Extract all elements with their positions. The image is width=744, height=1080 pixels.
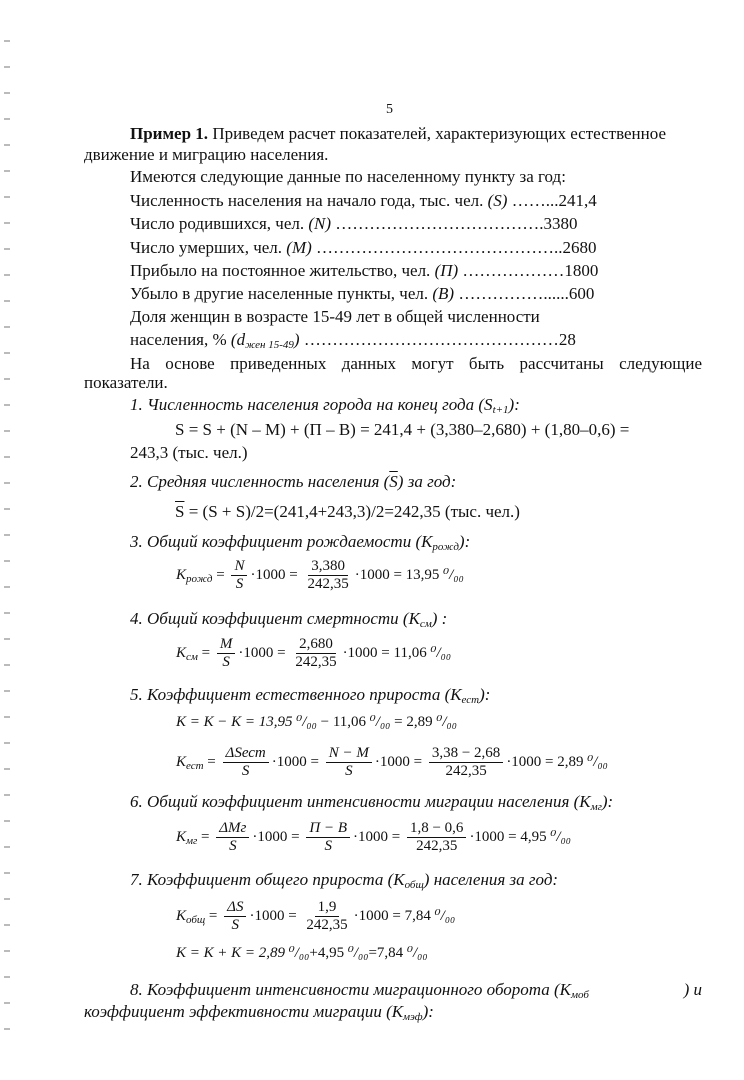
- coef-subscript: рожд: [185, 572, 213, 585]
- fraction: [231, 558, 247, 593]
- section-title-subscript: мг: [590, 801, 602, 813]
- women-share-value: 28: [558, 330, 576, 349]
- women-share-leader: ………………………………………: [299, 330, 559, 349]
- page-number: 5: [386, 102, 393, 117]
- fraction-den: S: [345, 763, 353, 779]
- coef-symbol: К: [176, 644, 186, 661]
- fraction: [407, 820, 466, 855]
- women-share-line-2: [130, 330, 576, 355]
- women-share-line-1: Доля женщин в возрасте 15-49 лет в общей численности: [130, 307, 540, 326]
- fraction-den: 242,35: [295, 654, 337, 670]
- permille-unit: ⁰/₀₀: [550, 828, 572, 845]
- data-item-symbol: (M): [286, 238, 312, 257]
- section-8-text: коэффициент эффективности миграции (К: [84, 1002, 404, 1021]
- section-8-subscript: мэф: [403, 1011, 423, 1023]
- section-8-text: 8. Коэффициент интенсивности миграционного оборота (К: [130, 980, 571, 999]
- fraction-den: 242,35: [306, 917, 348, 933]
- section-title-close: ):: [508, 395, 520, 414]
- formula-result: ·1000 = 2,89: [506, 753, 588, 770]
- section-title-text: 4. Общий коэффициент смертности (К: [130, 609, 420, 628]
- section-title: [130, 870, 558, 895]
- fraction-num: 3,380: [308, 558, 348, 576]
- intro-line-2: движение и миграцию населения.: [84, 145, 329, 164]
- section-title-close: ):: [601, 792, 614, 811]
- fraction: [306, 820, 350, 855]
- formula-op: ·1000 =: [353, 828, 401, 845]
- fraction: [216, 820, 249, 855]
- section-title-subscript: t+1: [492, 404, 509, 416]
- formula-7b-text: К = К + К = 2,89: [176, 945, 289, 961]
- permille-unit: ⁰/₀₀: [296, 714, 317, 730]
- section-title: [130, 609, 447, 634]
- section-8-line-2: [84, 1002, 434, 1027]
- section-title-text: 7. Коэффициент общего прироста (К: [130, 870, 405, 889]
- formula-5a: [176, 712, 457, 732]
- coef-subscript: ест: [185, 759, 204, 772]
- formula-op: ·1000 =: [252, 828, 300, 845]
- data-item-value: 241,4: [558, 191, 597, 210]
- women-share-subscript: жен 15-49: [245, 339, 294, 351]
- formula-7a: $К_{общ}$ = $\frac{\Delta S}{S}$ ·1000 = $\frac{1,9}{242,35}$ ·1000 = 7,84 ⁰/₀₀: [176, 899, 456, 933]
- formula-7b: [176, 943, 428, 963]
- fraction-den: S: [222, 654, 230, 670]
- fraction-den: 242,35: [307, 576, 349, 592]
- formula-4: $К_{см}$ = $\frac{M}{S}$ ·1000 = $\frac{2,680}{242,35}$ ·1000 = 11,06 ⁰/₀₀: [176, 636, 452, 670]
- formula-op: ·1000 =: [250, 566, 298, 583]
- section-title-subscript: общ: [404, 879, 424, 891]
- section-title-subscript: см: [419, 618, 432, 630]
- data-item-symbol: (S): [487, 191, 508, 210]
- example-lead: Пример 1.: [130, 124, 209, 143]
- fraction-num: M: [217, 636, 236, 654]
- formula-5a-mid: − 11,06: [316, 714, 370, 730]
- data-item-symbol: (В): [432, 284, 455, 303]
- data-item: [130, 261, 598, 281]
- data-item-label: Прибыло на постоянное жительство, чел.: [130, 261, 435, 280]
- data-item-symbol: (N): [308, 214, 332, 233]
- section-title-text: 5. Коэффициент естественного прироста (К: [130, 685, 462, 704]
- data-item: [130, 191, 597, 211]
- fraction-num: 2,680: [296, 636, 336, 654]
- permille-unit: ⁰/₀₀: [430, 644, 452, 661]
- data-item-value: 1800: [564, 261, 599, 280]
- data-item-value: 3380: [543, 214, 578, 233]
- section-8-end: ):: [422, 1002, 434, 1021]
- fraction: [292, 636, 339, 671]
- data-item-leader: ……………......: [454, 284, 569, 303]
- section-title-close: ) населения за год:: [423, 870, 559, 889]
- fraction: [303, 899, 350, 934]
- data-item-leader: ……...: [507, 191, 559, 210]
- section-title-close: ):: [479, 685, 491, 704]
- fraction-num: ΔSест: [223, 745, 269, 763]
- fraction: [304, 558, 351, 593]
- section-title-symbol: $\overline{S}$: [389, 472, 398, 491]
- data-item-label: Убыло в другие населенные пункты, чел.: [130, 284, 433, 303]
- section-8-end: ) и: [683, 980, 702, 999]
- data-item-value: 600: [568, 284, 595, 303]
- formula-7b-mid: +4,95: [309, 945, 348, 961]
- section-title-text: 6. Общий коэффициент интенсивности миграции населения (К: [130, 792, 591, 811]
- formula-2: [175, 502, 520, 522]
- coef-subscript: общ: [185, 913, 206, 926]
- formula-1-line-2: 243,3 (тыс. чел.): [130, 443, 248, 462]
- formula-1-line-1: S = S + (N – M) + (П – В) = 241,4 + (3,380–2,680) + (1,80–0,6) =: [175, 420, 630, 439]
- permille-unit: ⁰/₀₀: [369, 714, 391, 730]
- coef-symbol: К: [176, 907, 186, 924]
- section-title-subscript: ест: [461, 694, 480, 706]
- basis-line-2: показатели.: [84, 373, 168, 392]
- data-item: [130, 284, 594, 304]
- formula-op: ·1000 =: [271, 753, 319, 770]
- section-title-text: 1. Численность населения города на конец года (S: [130, 395, 493, 414]
- formula-op: ·1000 =: [238, 644, 286, 661]
- coef-symbol: К: [176, 828, 186, 845]
- permille-unit: ⁰/₀₀: [434, 907, 456, 924]
- section-title: [130, 532, 470, 557]
- coef-symbol: К: [176, 566, 186, 583]
- section-title-close: ) за год:: [397, 472, 457, 491]
- data-item-label: Число родившихся, чел.: [130, 214, 309, 233]
- fraction: [429, 745, 503, 780]
- section-title-text: 2. Средняя численность населения (: [130, 472, 390, 491]
- data-item-leader: ……………………………………..: [311, 238, 563, 257]
- women-share-symbol: (d: [230, 330, 246, 349]
- intro-line-1: [130, 124, 666, 144]
- section-title: [130, 792, 613, 817]
- intro-line-3: Имеются следующие данные по населенному пункту за год:: [130, 167, 566, 186]
- section-title: [130, 395, 520, 420]
- section-title-close: ):: [458, 532, 471, 551]
- fraction: [224, 899, 246, 934]
- data-item: [130, 214, 578, 234]
- fraction-num: N: [231, 558, 247, 576]
- fraction-den: S: [324, 838, 332, 854]
- fraction: [326, 745, 372, 780]
- permille-unit: ⁰/₀₀: [347, 945, 369, 961]
- coef-subscript: см: [185, 650, 198, 663]
- data-item-leader: ……………………………….: [331, 214, 544, 233]
- fraction-num: П − В: [306, 820, 350, 838]
- data-item-symbol: (П): [434, 261, 459, 280]
- fraction-den: S: [229, 838, 237, 854]
- fraction-den: 242,35: [416, 838, 458, 854]
- section-8-subscript: моб: [570, 989, 589, 1001]
- formula-result: ·1000 = 13,95: [354, 566, 444, 583]
- data-item-label: Численность населения на начало года, тыс. чел.: [130, 191, 488, 210]
- women-share-close: ): [293, 330, 300, 349]
- formula-result: ·1000 = 11,06: [342, 644, 431, 661]
- fraction-den: S: [241, 763, 250, 779]
- data-item-value: 2680: [562, 238, 597, 257]
- formula-7b-end: =7,84: [368, 945, 407, 961]
- section-title: [130, 685, 490, 710]
- section-title-close: ) :: [431, 609, 448, 628]
- data-item-leader: ………………: [458, 261, 565, 280]
- permille-unit: ⁰/₀₀: [443, 566, 464, 583]
- formula-6: $К_{мг}$ = $\frac{\text{ΔMг}}{S}$ ·1000 = $\frac{П - В}{S}$ ·1000 = $\frac{1,8 - 0,6}{242,35}$ ·1000 = 4,95 ⁰/₀₀: [176, 820, 572, 854]
- fraction-den: S: [235, 576, 244, 592]
- fraction: [217, 636, 236, 671]
- binding-holes: [4, 40, 10, 1040]
- section-title: [130, 472, 456, 492]
- formula-5b: $К_{ест}$ = $\frac{\text{ΔSест}}{S}$ ·1000 = $\frac{N - M}{S}$ ·1000 = $\frac{3,38 - 2,68}{242,35}$ ·1000 = 2,89 ⁰/₀₀: [176, 745, 608, 779]
- fraction-num: 1,8 − 0,6: [407, 820, 466, 838]
- permille-unit: ⁰/₀₀: [587, 753, 608, 770]
- formula-3: $К_{рожд}$ = $\frac{N}{S}$ ·1000 = $\frac{3,380}{242,35}$ ·1000 = 13,95 ⁰/₀₀: [176, 558, 464, 592]
- formula-op: ·1000 =: [249, 907, 297, 924]
- basis-line-1: На основе приведенных данных могут быть рассчитаны следующие: [130, 354, 702, 373]
- formula-result: ·1000 = 4,95: [469, 828, 551, 845]
- formula-2-text: = (S + S)/2=(241,4+243,3)/2=242,35 (тыс. чел.): [188, 502, 520, 521]
- data-item: [130, 238, 597, 258]
- section-title-text: 3. Общий коэффициент рождаемости (К: [130, 532, 433, 551]
- formula-result: ·1000 = 7,84: [353, 907, 435, 924]
- fraction-num: 3,38 − 2,68: [429, 745, 503, 763]
- fraction-num: ΔMг: [216, 820, 249, 838]
- women-share-label: населения, %: [130, 330, 231, 349]
- mean-symbol: $\overline{S}$: [175, 502, 185, 521]
- section-title-subscript: рожд: [432, 541, 459, 553]
- permille-unit: ⁰/₀₀: [288, 945, 310, 961]
- formula-5a-text: К = К − К = 13,95: [176, 714, 297, 730]
- permille-unit: ⁰/₀₀: [436, 714, 457, 730]
- coef-subscript: мг: [185, 834, 198, 847]
- fraction-num: ΔS: [224, 899, 246, 917]
- fraction-den: S: [231, 917, 240, 933]
- intro-text: Приведем расчет показателей, характеризующих естественное: [212, 124, 667, 143]
- data-item-label: Число умерших, чел.: [130, 238, 287, 257]
- fraction: [223, 745, 269, 780]
- coef-symbol: К: [176, 753, 186, 770]
- permille-unit: ⁰/₀₀: [406, 945, 428, 961]
- fraction-den: 242,35: [445, 763, 487, 779]
- formula-op: ·1000 =: [374, 753, 423, 770]
- fraction-num: 1,9: [315, 899, 340, 917]
- fraction-num: N − M: [326, 745, 372, 763]
- formula-5a-end: = 2,89: [390, 714, 437, 730]
